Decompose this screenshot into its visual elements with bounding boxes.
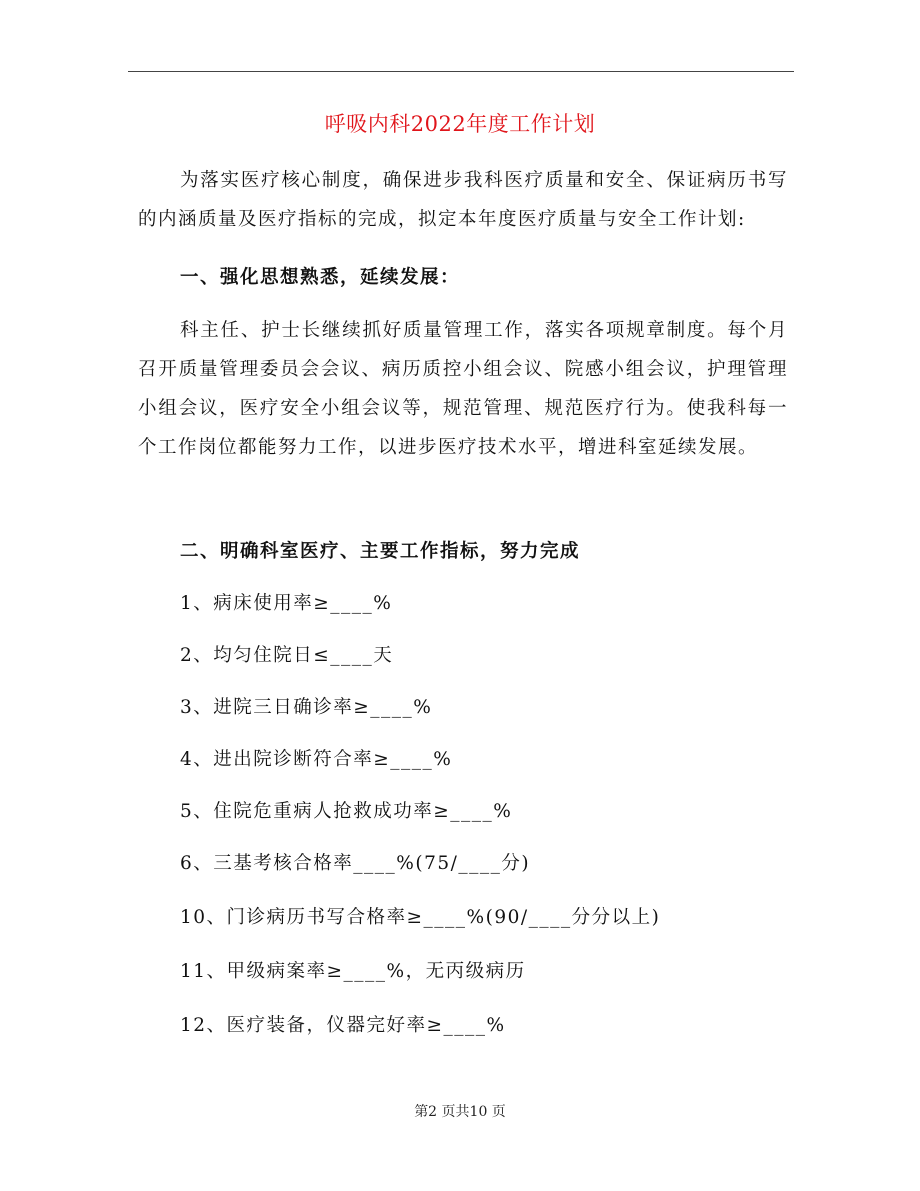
header-rule (128, 71, 794, 72)
indicator-item: 1、病床使用率≥____% (180, 593, 393, 614)
page-number: 第2 页共10 页 (414, 1104, 506, 1120)
section-1-body: 科主任、护士长继续抓好质量管理工作，落实各项规章制度。每个月召开质量管理委员会会议、病历质控小组会议、院感小组会议，护理管理小组会议，医疗安全小组会议等，规范管理、规范医疗行为。使我科每一个工作岗位都能努力工作，以进步医疗技术水平，增进科室延续发展。 (138, 320, 788, 458)
indicator-item: 12、医疗装备，仪器完好率≥____% (180, 1015, 506, 1036)
section-1-heading: 一、强化思想熟悉，延续发展： (180, 267, 461, 288)
indicator-item: 10、门诊病历书写合格率≥____%(90/____分分以上) (180, 907, 661, 928)
indicator-item: 4、进出院诊断符合率≥____% (180, 749, 453, 770)
indicator-item: 6、三基考核合格率____%(75/____分) (180, 853, 531, 874)
intro-paragraph: 为落实医疗核心制度，确保进步我科医疗质量和安全、保证病历书写的内涵质量及医疗指标的完成，拟定本年度医疗质量与安全工作计划: (138, 170, 788, 230)
indicator-item: 3、进院三日确诊率≥____% (180, 697, 433, 718)
section-2-heading: 二、明确科室医疗、主要工作指标，努力完成 (180, 541, 581, 562)
indicator-item: 5、住院危重病人抢救成功率≥____% (180, 801, 513, 822)
indicator-item: 2、均匀住院日≤____天 (180, 645, 394, 666)
document-title: 呼吸内科2022年度工作计划 (324, 112, 596, 136)
indicator-item: 11、甲级病案率≥____%，无丙级病历 (180, 961, 526, 982)
